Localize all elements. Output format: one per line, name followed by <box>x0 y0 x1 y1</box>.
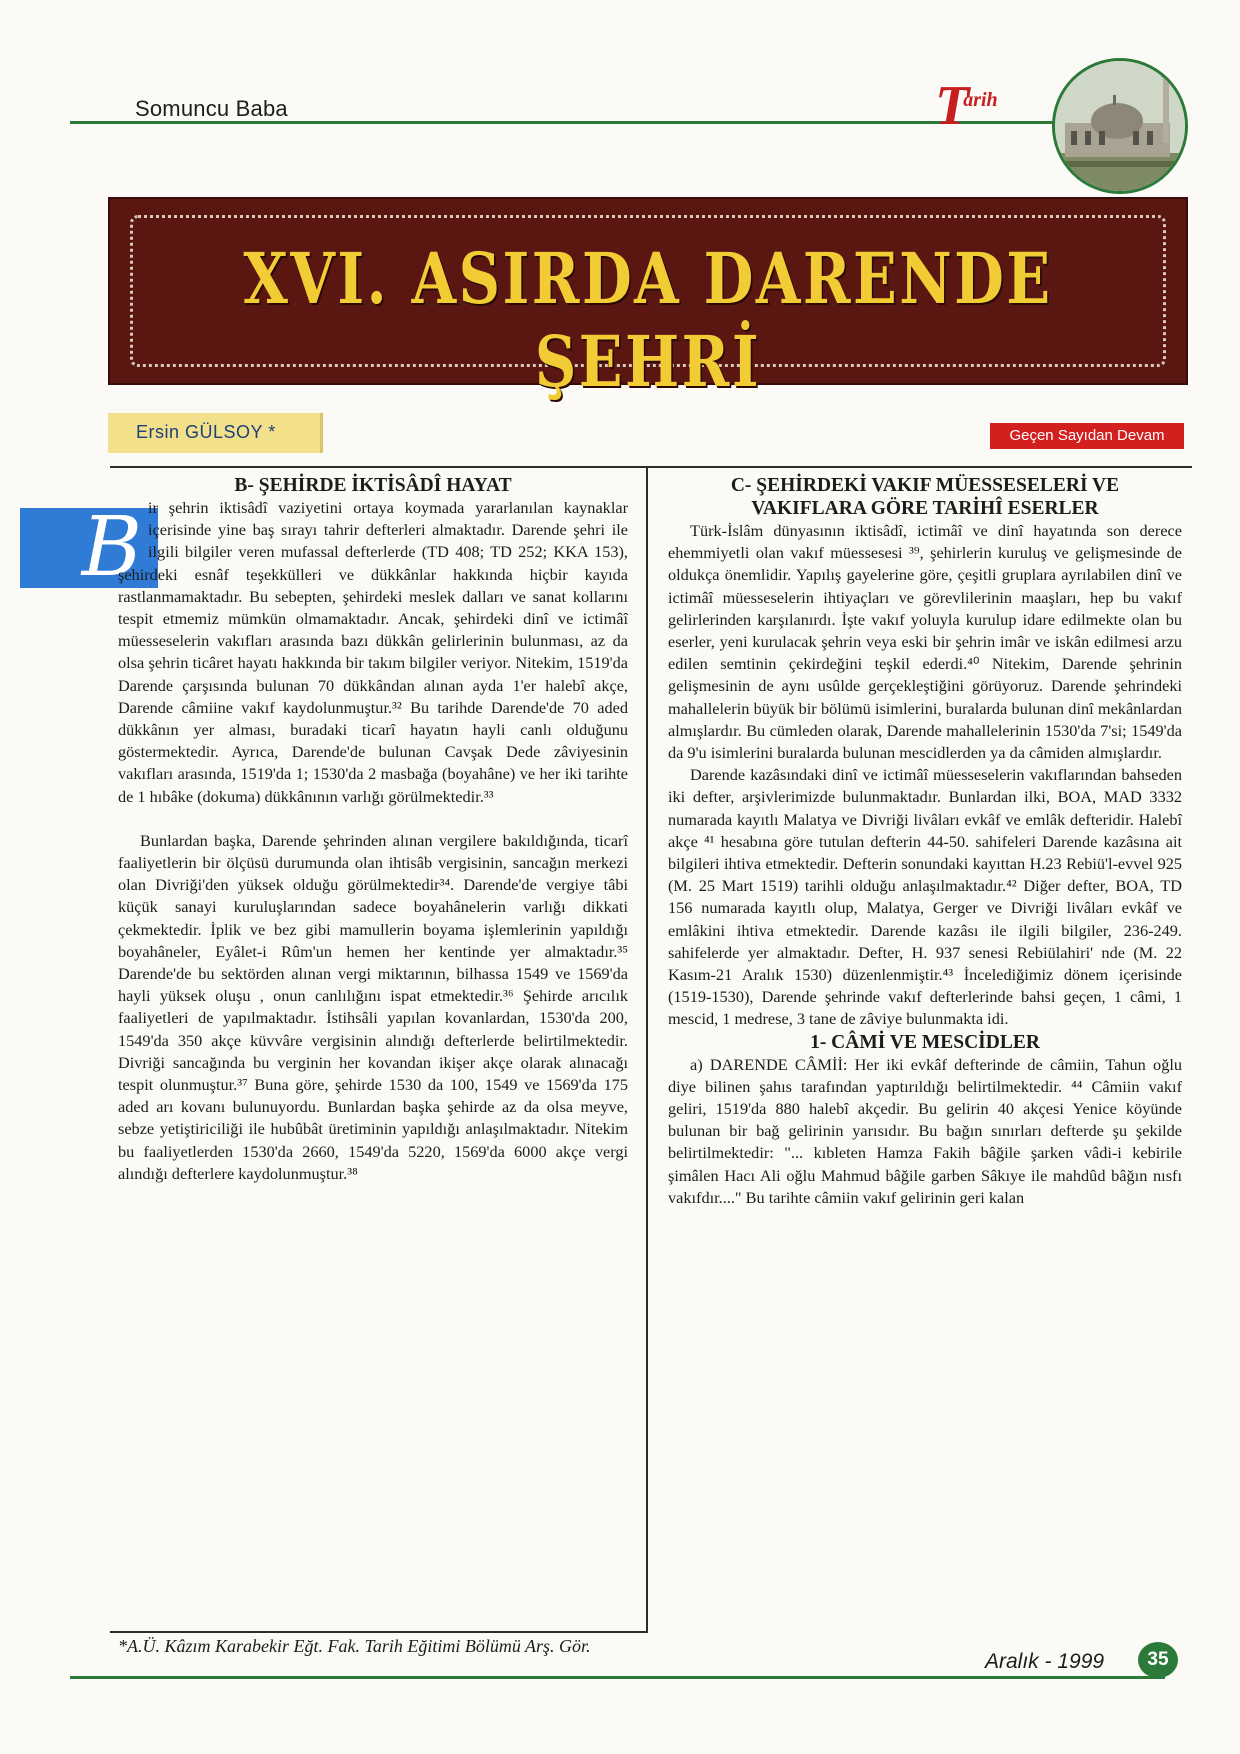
dropcap-wrap <box>118 497 148 561</box>
paragraph: ir şehrin iktisâdî vaziyetini ortaya koymada yararlanılan kaynaklar içerisinde yine baş sırayı tahrir defterleri almaktadır. Darende şehri ile ilgili bilgiler veren mufassal defterlerde (TD 408; TD 252; KKA 153), şehirdeki esnâf teşekkülleri ve dükkânlar hakkında hiçbir kayıda rastlanmamaktadır. Bu sebepten, şehirdeki meslek dalları ve sanat kollarını tespit etmemiz mümkün olmamaktadır. Ancak, şehirdeki dinî ve ictimâî müesseselerin vakıfları arasında bazı dükkân gelirlerinin bulunması, az da olsa şehrin ticâret hayatı hakkında bir takım bilgiler veriyor. Nitekim, 1519'da Darende çarşısında bulunan 70 dükkândan alınan ayda 1'er halebî akçe, Darende câmiine vakıf kaydolunmuştur.³² Bu tarihde Darende'de 70 aded dükkânın yer alması, buradaki ticarî hayatın hayli canlı olduğunu göstermektedir. Ayrıca, Darende'de bulunan Cavşak Dede zâviyesinin vakıfları arasında, 1519'da 1; 1530'da 2 masbağa (boyahâne) ve her iki tarihte de 1 hıbâke (dokuma) dükkânının varlığı görülmektedir.³³ <box>118 498 628 806</box>
section-c-heading-line1: C- ŞEHİRDEKİ VAKIF MÜESSESELERİ VE <box>730 475 1120 496</box>
column-divider <box>646 466 648 1633</box>
paragraph: Darende kazâsındaki dinî ve ictimâî müesseselerin vakıflarından bahseden iki defter, arşivlerimizde bulunmaktadır. Bunlardan ilki, BOA, MAD 3332 numarada kayıtlı Malatya ve Divriği livâları evkâf ve emlâk defteridir. Halebî akçe ⁴¹ hesabına göre tutulan defterin 44-50. sahifeleri Darende kazâsına ait bilgileri ihtiva etmektedir. Defterin sonundaki kayıttan H.23 Rebiü'l-evvel 925 (M. 25 Mart 1519) tarihli olduğu anlaşılmaktadır.⁴² Diğer defter, BOA, TD 156 numarada kayıtlı olup, Malatya, Gerger ve Divriği livâları evkâf ve emlâkini ihtiva etmektedir. Darende kazâsı ile ilgili bilgiler, 236-249. sahifelerde yer almaktadır. Defter, H. 937 senesi Rebiülahiri' nde (M. 22 Kasım-21 Aralık 1530) düzenlenmiştir.⁴³ İncelediğimiz dönem içerisinde (1519-1530), Darende şehrinde vakıf defterlerinde bahsi geçen, 1 câmi, 1 mescid, 1 medrese, 3 tane de zâviye bulunmakta idi. <box>668 765 1182 1029</box>
page-number: 35 <box>1138 1642 1178 1678</box>
paragraph: Bunlardan başka, Darende şehrinden alınan vergilere bakıldığında, ticarî faaliyetlerin bir ölçüsü durumunda olan ihtisâb vergisinin, sancağın merkezi olan Divriği'den yüksek olduğu görülmektedir³⁴. Darende'de vergiye tâbi küçük sanayi kuruluşlarından sadece boyahânelerin varlığı dikkati çekmektedir. İplik ve bez gibi mamullerin boyama işlemlerinin yapıldığı boyahâneler, Eyâlet-i Rûm'un hemen her kentinde yer almaktadır.³⁵ Darende'de bu sektörden alınan vergi miktarının, bilhassa 1549 ve 1569'da hayli yüksek oluşu , onun canlılığını ispat etmektedir.³⁶ Şehirde arıcılık faaliyetleri de yapılmaktadır. İstihsâli yapılan kovanlardan, 1530'da 200, 1549'da 350 akçe küvvâre vergisinin alındığı defterlerde belirtilmektedir. Divriği sancağında bu verginin her kovandan ikişer akçe olarak alınacağı tespit olunmuştur.³⁷ Buna göre, şehirde 1530 da 100, 1549 ve 1569'da 175 aded arı kovanı bulunuyordu. Bunlardan başka şehirde az da olsa meyve, sebze yetiştiriciliği ile hubûbât üretiminin yapıldığı anlaşılmaktadır. Nitekim bu faaliyetlerden 1530'da 2660, 1549'da 5220, 1569'da 6000 akçe vergi alındığı defterlere kaydolunmuştur.³⁸ <box>118 830 628 1183</box>
footer-rule <box>70 1676 1165 1679</box>
mosque-illustration <box>1055 61 1185 191</box>
section-logo-rest: arih <box>963 89 998 111</box>
left-column-bottom-rule <box>110 1631 647 1633</box>
left-column <box>118 474 628 1185</box>
title-banner <box>108 197 1188 403</box>
dropcap-letter: B <box>81 500 142 595</box>
continued-badge: Geçen Sayıdan Devam <box>990 423 1184 449</box>
paragraph: a) DARENDE CÂMİİ: Her iki evkâf defterinde de câmiin, Tahun oğlu diye bilinen şahıs tarafından yaptırıldığı belirtilmektedir. ⁴⁴ Câmiin vakıf geliri, 1519'da 880 halebî akçedir. Bu gelirin 40 akçesi Yenice köyünde bulunan bir bağ gelirinin yarısıdır. Bu bağın sınırları defterde şu şekilde belirtilmektedir: "... kıbleten Hamza Fakih bâğile şarken vâdi-i kebirile şimâlen Hacı Ali oğlu Mahmud bâğile garben Sâkıye ile mahdûd bâğın nısfı vakıfdır...." Bu tarihte câmiin vakıf gelirinin geri kalan <box>668 1054 1182 1207</box>
author-box <box>108 413 323 453</box>
paragraph: Türk-İslâm dünyasının iktisâdî, ictimâî ve dinî hayatında son derece ehemmiyetli olan vakıf müessesesi ³⁹, şehirlerin kuruluş ve gelişmesinde de oldukça önemlidir. Yapılış gayelerine göre, çeşitli gruplara ayrılabilen dinî ve ictimâî müesseselerin ihtiyaçları ve görevlilerinin maaşları, hep bu vakıf gelirlerinden karşılanırdı. İşte vakıf yoluyla kurulup idare edilmekte olan bu eserler, yeni kurulacak şehrin veya eski bir şehrin imâr ve iskân edilmesi arzu edilen semtinin çekirdeğini teşkil ederdi.⁴⁰ Nitekim, Darende şehrinin gelişmesinin de aynı usûlde gerçekleştiğini görüyoruz. Darende şehrindeki mahallelerin büyük bir bölümü isimlerini, buralarda bulunan dinî mekânlardan almışlardır. Bu cümleden olarak, Darende mahallelerinin 1530'da 7'si; 1549'da da 9'u isimlerini buralarda bulunan mescidlerden ya da câmiden almışlardır. <box>668 521 1182 763</box>
header-rule <box>70 121 1060 124</box>
spacer <box>118 808 628 830</box>
mosque-image <box>1052 58 1188 194</box>
magazine-name: Somuncu Baba <box>135 96 288 121</box>
left-column-top-rule <box>110 466 647 468</box>
section-c-heading-line2: VAKIFLARA GÖRE TARİHÎ ESERLER <box>751 498 1099 519</box>
right-column <box>668 474 1182 1209</box>
right-column-top-rule <box>646 466 1192 468</box>
author-name: Ersin GÜLSOY * <box>136 422 276 442</box>
section-logo-initial: T <box>935 75 970 137</box>
article-title: XVI. ASIRDA DARENDE ŞEHRİ <box>243 237 1053 403</box>
subheading-cami: 1- CÂMİ VE MESCİDLER <box>810 1031 1040 1053</box>
section-b-heading: B- ŞEHİRDE İKTİSÂDÎ HAYAT <box>234 475 512 496</box>
section-logo <box>935 75 1004 137</box>
author-footnote: *A.Ü. Kâzım Karabekir Eğt. Fak. Tarih Eğitimi Bölümü Arş. Gör. <box>118 1636 591 1656</box>
issue-date: Aralık - 1999 <box>985 1650 1105 1673</box>
